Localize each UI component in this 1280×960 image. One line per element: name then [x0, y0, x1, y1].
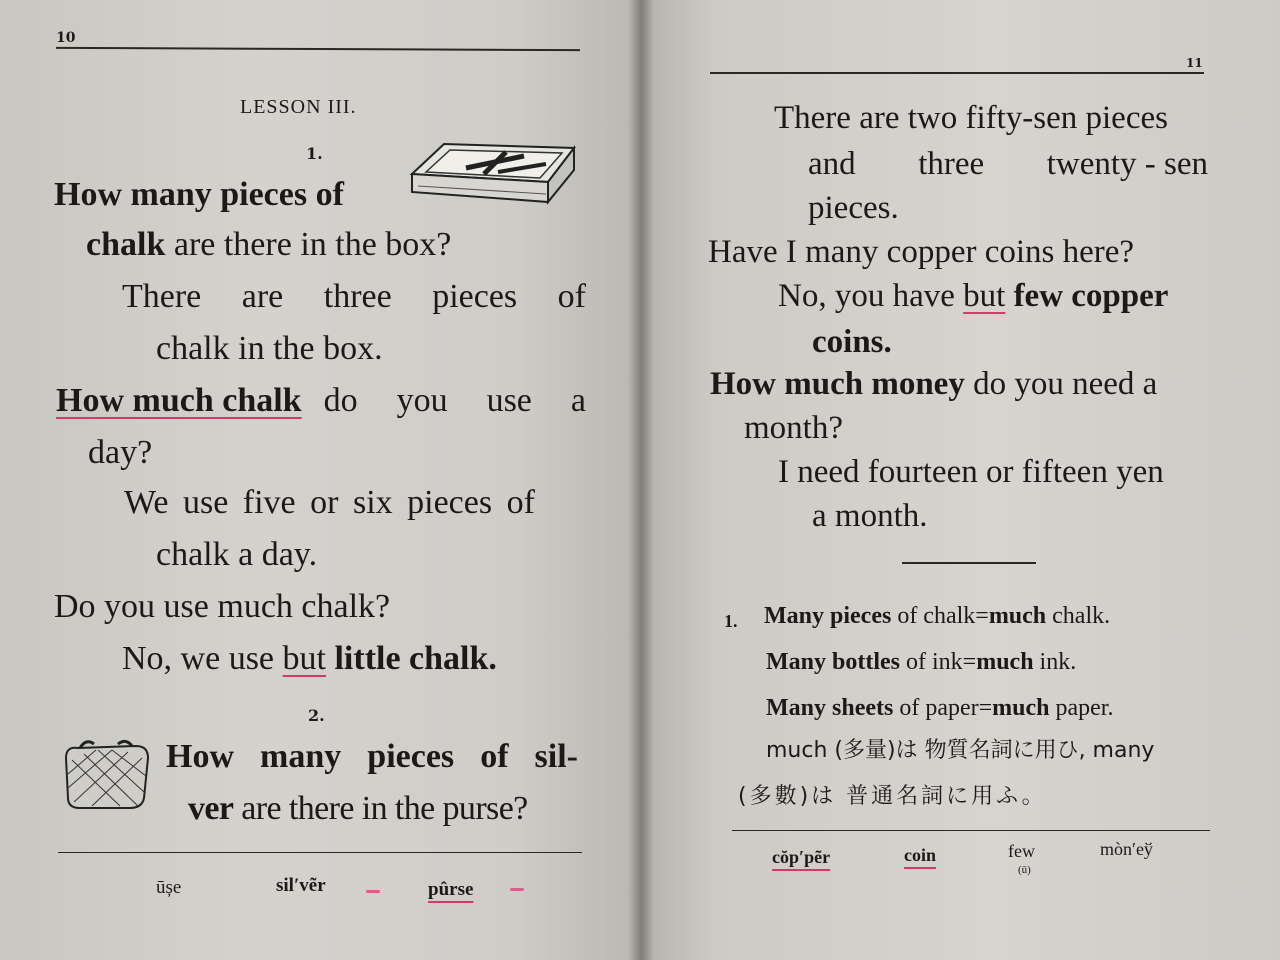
word: do: [323, 382, 358, 419]
r-line2: [808, 148, 1208, 181]
r-line10: a month.: [812, 498, 928, 534]
vocab-few-note: (ū): [1018, 864, 1031, 876]
vocab-few: few: [1008, 841, 1035, 861]
word: How: [166, 738, 234, 775]
top-rule-right: [710, 72, 1204, 74]
q4-rest: are there in the purse?: [241, 790, 528, 827]
right-page: [640, 0, 1280, 960]
q1-chalk: chalk: [86, 226, 166, 263]
r-line6: coins.: [812, 324, 892, 360]
vocab-money: mòn′eў: [1100, 839, 1153, 859]
word: and: [808, 146, 856, 182]
word: are: [241, 278, 284, 315]
r5-pre: No, you have: [778, 278, 955, 314]
r-line7: [710, 368, 1157, 401]
n2a: Many bottles: [766, 649, 900, 675]
r5-bold: few copper: [1013, 278, 1169, 314]
r7-rest: do you need a: [973, 366, 1158, 402]
n1a: Many pieces: [764, 603, 892, 629]
n2b: of ink=: [900, 649, 977, 675]
r-line1: There are two fifty-sen pieces: [774, 100, 1168, 136]
short-rule: [902, 562, 1036, 564]
q4-ver: ver: [188, 790, 234, 827]
q2-bold: How much chalk: [56, 382, 302, 419]
a3-bold: little chalk.: [334, 640, 497, 677]
a3: [122, 642, 497, 676]
word: three: [918, 146, 985, 182]
q2-line2: day?: [88, 434, 153, 471]
q2-line1: [56, 384, 586, 418]
book-gutter: [628, 0, 654, 960]
q2-rest: [324, 384, 586, 418]
word: pieces: [432, 278, 518, 315]
bottom-rule-right: [732, 830, 1210, 831]
r7-bold: How much money: [710, 366, 965, 402]
word: many: [260, 738, 342, 775]
vocab-use: ūșe: [156, 877, 182, 898]
vocab-silver: sil′vẽr: [276, 875, 326, 896]
vocab-copper: cŏp′pẽr: [772, 847, 831, 867]
word: sil-: [534, 738, 578, 775]
word: use: [486, 382, 532, 419]
note-number: 1.: [724, 611, 738, 631]
page-number-left: 10: [56, 30, 76, 46]
page-number-right: 11: [1186, 56, 1203, 70]
n3c: much: [992, 695, 1050, 721]
vocab-purse: pûrse: [428, 879, 474, 900]
section-number-1: 1.: [306, 144, 323, 163]
top-rule-left: [56, 47, 580, 51]
a2-line2: chalk a day.: [156, 536, 318, 573]
japanese-note-1: much (多量)は 物質名詞に用ひ, many: [766, 738, 1155, 763]
japanese-note-2: (多數)は 普通名詞に用ふ。: [738, 784, 1047, 809]
word: of: [557, 278, 586, 315]
q1-rest: are there in the box?: [173, 226, 452, 263]
word: There: [122, 278, 202, 315]
a1-line1: [122, 280, 586, 314]
q1-line2: [86, 228, 451, 262]
r-line4: Have I many copper coins here?: [708, 234, 1135, 270]
vocab-coin: coin: [904, 845, 937, 865]
n2d: ink.: [1033, 649, 1077, 675]
r-line5: [778, 280, 1168, 313]
pink-mark: [510, 888, 524, 891]
note1: [764, 604, 1110, 628]
q3: Do you use much chalk?: [54, 588, 391, 625]
word: of: [480, 738, 509, 775]
n3a: Many sheets: [766, 695, 894, 721]
purse-illustration: [58, 736, 154, 810]
a3-but: but: [282, 640, 326, 677]
note3: [766, 696, 1113, 720]
q1-line1: How many pieces of: [54, 176, 344, 213]
q4-line2: [188, 792, 528, 826]
n3b: of paper=: [893, 695, 993, 721]
n1d: chalk.: [1046, 603, 1111, 629]
a2-line1: We use five or six pieces of: [124, 484, 535, 521]
r-line9: I need fourteen or fifteen yen: [778, 454, 1164, 490]
n1c: much: [988, 603, 1047, 629]
word: a: [570, 382, 586, 419]
word: three: [323, 278, 392, 315]
word: pieces: [367, 738, 455, 775]
n3d: paper.: [1049, 695, 1114, 721]
a1-line2: chalk in the box.: [156, 330, 383, 367]
chalk-box-illustration: [406, 134, 578, 210]
lesson-title: LESSON III.: [240, 96, 357, 118]
q4-line1: [166, 740, 578, 774]
n2c: much: [976, 649, 1034, 675]
note2: [766, 650, 1076, 674]
r-line3: pieces.: [808, 190, 899, 226]
a3-pre: No, we use: [122, 640, 275, 677]
r-line8: month?: [744, 410, 843, 446]
n1b: of chalk=: [891, 603, 989, 629]
bottom-rule-left: [58, 852, 582, 853]
pink-mark: [366, 890, 380, 893]
word: twenty - sen: [1046, 146, 1208, 182]
section-number-2: 2.: [308, 706, 325, 725]
word: you: [396, 382, 448, 419]
r5-but: but: [963, 278, 1006, 314]
